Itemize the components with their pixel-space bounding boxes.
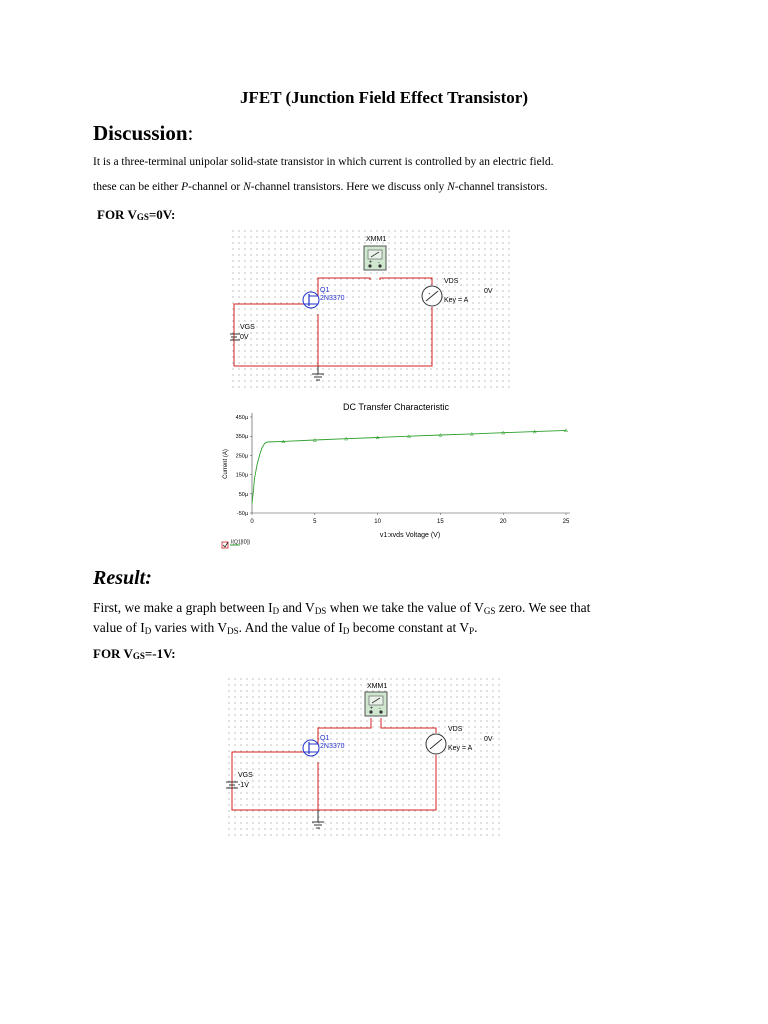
r1-e: when we take the value of V xyxy=(326,600,484,615)
circuit-2-svg xyxy=(226,676,502,836)
r2-i: . xyxy=(474,620,478,635)
circuit-1-vds-label: VDS xyxy=(444,278,459,285)
r1-c: and V xyxy=(279,600,315,615)
circuit-2-wires xyxy=(232,718,436,810)
discussion-heading xyxy=(93,121,193,146)
result-heading: Result: xyxy=(93,567,152,589)
ground-symbol-2 xyxy=(312,810,324,828)
circuit-1-meter-label: XMM1 xyxy=(366,236,387,243)
p2-a: these can be either xyxy=(93,181,182,193)
y-tick-label: 450µ xyxy=(235,415,248,421)
chart-x-axis-label: v1:xvds Voltage (V) xyxy=(379,532,441,539)
circuit-2-vds-label: VDS xyxy=(448,726,463,733)
series-line xyxy=(252,430,566,503)
svg-text:+: + xyxy=(428,291,431,296)
x-tick-label: 10 xyxy=(374,519,381,525)
circuit-2-schematic xyxy=(226,676,502,836)
y-tick-label: -50µ xyxy=(236,511,248,517)
p2-f: N xyxy=(447,181,455,193)
chart-series xyxy=(252,429,568,504)
dc-transfer-chart-svg xyxy=(214,396,584,554)
circuit-1-vds-value: 0V xyxy=(484,288,493,295)
p2-e: -channel transistors. Here we discuss only xyxy=(250,181,448,193)
x-tick-label: 15 xyxy=(437,519,444,525)
r2-g: become constant at V xyxy=(349,620,470,635)
r1-a: First, we make a graph between I xyxy=(93,600,273,615)
circuit-2-vgs-label: VGS xyxy=(238,772,253,779)
circuit-1-vgs-label: VGS xyxy=(240,324,255,331)
circuit-1-schematic xyxy=(230,228,514,388)
section2-heading-pre: FOR V xyxy=(93,646,133,661)
r2-e: . And the value of I xyxy=(238,620,343,635)
section1-heading xyxy=(97,207,175,223)
meter-2-plus: + xyxy=(370,705,373,712)
p2-g: -channel transistors. xyxy=(454,181,548,193)
circuit-1-key: Key = A xyxy=(444,297,469,304)
circuit-2-meter-label: XMM1 xyxy=(367,683,388,690)
chart-tick-labels xyxy=(236,415,570,525)
r2-c: varies with V xyxy=(151,620,228,635)
xmm1-meter[interactable] xyxy=(364,246,386,270)
chart-y-axis-label: Current (A) xyxy=(223,449,229,479)
chart-title: DC Transfer Characteristic xyxy=(342,402,450,412)
r2-a: value of I xyxy=(93,620,145,635)
vds-ammeter-symbol-2[interactable] xyxy=(426,734,446,754)
x-tick-label: 5 xyxy=(313,519,317,525)
x-tick-label: 0 xyxy=(250,519,254,525)
section2-heading-sub: GS xyxy=(132,651,145,661)
chart-legend[interactable] xyxy=(222,540,251,549)
section1-heading-pre: FOR V xyxy=(97,207,137,222)
r2-b: D xyxy=(144,626,152,636)
section1-heading-post: =0V: xyxy=(148,207,176,222)
p2-b: P xyxy=(181,181,189,193)
x-tick-label: 20 xyxy=(499,519,507,525)
circuit-1-q1-ref: Q1 xyxy=(320,287,330,294)
circuit-1-q1-part: 2N3370 xyxy=(320,295,345,302)
document-title: JFET (Junction Field Effect Transistor) xyxy=(239,88,529,107)
discussion-heading-colon: : xyxy=(187,121,194,145)
circuit-2-vds-value: 0V xyxy=(484,736,493,743)
y-tick-label: 250µ xyxy=(235,453,248,460)
section1-heading-sub: GS xyxy=(136,212,149,222)
discussion-paragraph-1: It is a three-terminal unipolar solid-state transistor in which current is controlled by an electric field. xyxy=(93,156,554,168)
r1-b: D xyxy=(272,606,280,616)
section2-heading xyxy=(93,646,176,662)
meter-2-minus: - xyxy=(379,705,381,712)
circuit-1-svg xyxy=(230,228,514,388)
q1-jfet-symbol[interactable] xyxy=(303,292,319,308)
circuit-1-vgs-value: 0V xyxy=(240,334,249,341)
circuit-1-wires xyxy=(234,278,432,366)
x-tick-label: 25 xyxy=(562,519,570,525)
discussion-heading-text: Discussion xyxy=(93,121,188,145)
r1-f: GS xyxy=(483,606,496,616)
circuit-2-q1-part: 2N3370 xyxy=(320,743,345,750)
circuit-2-q1-ref: Q1 xyxy=(320,735,330,742)
y-tick-label: 50µ xyxy=(238,491,248,498)
section2-heading-post: =-1V: xyxy=(144,646,176,661)
meter-minus: - xyxy=(378,259,380,266)
chart-axes xyxy=(252,413,570,513)
circuit-2-vgs-value: -1V xyxy=(238,782,249,789)
xmm1-meter-2[interactable] xyxy=(365,692,387,716)
q1-jfet-symbol-2[interactable] xyxy=(303,740,319,756)
result-line-2 xyxy=(93,618,693,641)
r2-f: D xyxy=(342,626,350,636)
r1-d: DS xyxy=(314,606,327,616)
dc-transfer-chart xyxy=(214,396,584,554)
discussion-paragraph-2 xyxy=(93,181,547,193)
r1-g: zero. We see that xyxy=(495,600,591,615)
p2-d: N xyxy=(243,181,251,193)
vds-ammeter-symbol[interactable] xyxy=(422,286,442,306)
y-tick-label: 150µ xyxy=(235,472,248,479)
p2-c: -channel or xyxy=(188,181,244,193)
meter-plus: + xyxy=(369,259,372,266)
r2-h: P xyxy=(469,626,475,636)
vgs-battery-symbol[interactable] xyxy=(230,334,240,340)
y-tick-label: 350µ xyxy=(235,434,248,441)
ground-symbol xyxy=(312,366,324,380)
legend-entry: I(Q1[ID]) xyxy=(231,539,251,546)
r2-d: DS xyxy=(227,626,239,636)
circuit-2-key: Key = A xyxy=(448,745,473,752)
